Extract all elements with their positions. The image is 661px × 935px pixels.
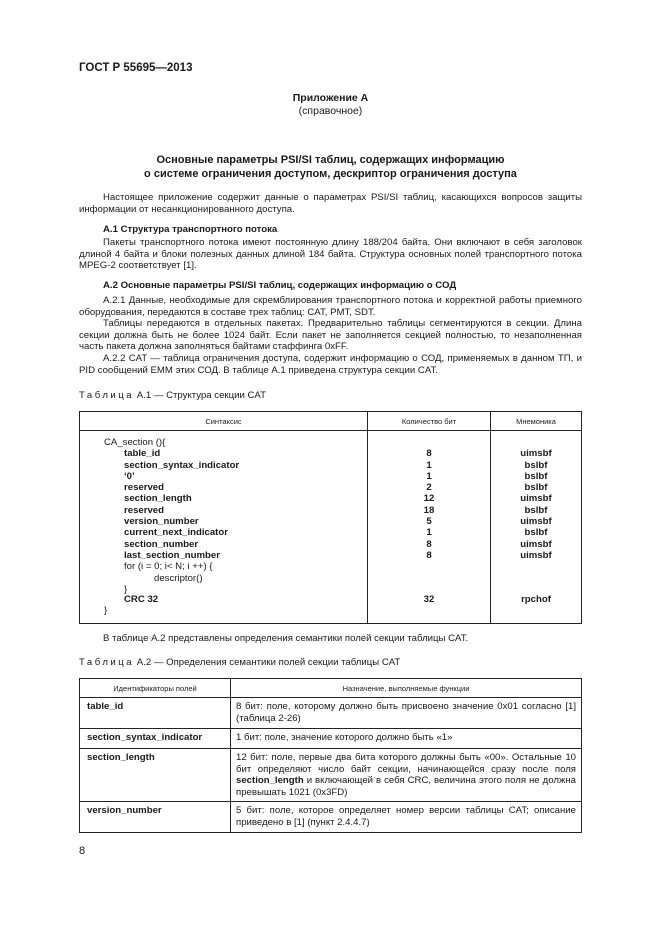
cat-structure-table [79, 411, 582, 624]
mnemonic-value: bslbf [524, 482, 548, 494]
bits-value: 12 [423, 493, 435, 505]
bits-value: 5 [426, 516, 432, 528]
field-id: table_id [80, 698, 231, 729]
mnemonic-value: bslbf [524, 504, 548, 516]
page-number: 8 [79, 845, 86, 857]
header-mnemonic: Мнемоника [491, 412, 582, 431]
section-1-heading: А.1 Структура транспортного потока [103, 224, 278, 235]
field-id: section_syntax_indicator [80, 729, 231, 749]
section-1-paragraph [79, 237, 582, 272]
mnemonic-value: bslbf [524, 527, 548, 539]
field-id: section_length [80, 749, 231, 802]
bits-value: 8 [426, 549, 432, 561]
syntax-open: CA_section (){ [104, 437, 166, 448]
appendix-heading [79, 92, 582, 118]
syntax-column [80, 431, 368, 624]
mnemonic-value: rpchof [521, 594, 551, 606]
syntax-field: table_id [124, 448, 161, 460]
section-2-paragraph-1: А.2.1 Данные, необходимые для скремблирования транспортного потока и корректной работы приемного оборудования, передаются в составе трех таблиц: CAT, PMT, SDT. [79, 295, 582, 318]
table-1-caption-prefix: Таблица [79, 390, 135, 401]
mnemonic-value: uimsbf [520, 448, 552, 460]
cat-semantics-table [79, 678, 582, 833]
description-part: и включающей в себя CRC, величина этого поля не должна превышать 1021 (0x3FD) [236, 775, 576, 798]
bits-value: 1 [426, 470, 432, 482]
syntax-field: reserved [124, 482, 165, 494]
syntax-close: } [104, 605, 108, 617]
appendix-note: (справочное) [298, 105, 363, 117]
bits-value: 32 [423, 594, 435, 606]
intro-paragraph [79, 192, 582, 215]
syntax-field: section_length [124, 493, 192, 505]
syntax-loop: for (i = 0; i< N; i ++) { [124, 561, 213, 573]
table-body-row [80, 431, 582, 624]
section-2-body [79, 295, 582, 376]
bits-value: 2 [426, 482, 432, 494]
section-2-heading: А.2 Основные параметры PSI/SI таблиц, содержащих информацию о СОД [103, 280, 457, 291]
table-2-caption-text: А.2 — Определения семантики полей секции таблицы CAT [134, 657, 401, 668]
mnemonic-value: uimsbf [520, 549, 552, 561]
mnemonic-value: uimsbf [520, 538, 552, 550]
table-row [80, 749, 582, 802]
table-row [80, 729, 582, 749]
header-field-ids: Идентификаторы полей [80, 679, 231, 698]
description-field-ref: section_length [236, 775, 304, 787]
syntax-field: last_section_number [124, 549, 220, 561]
syntax-field: reserved [124, 504, 165, 516]
syntax-field: ‘0’ [124, 470, 135, 482]
header-functions: Назначение, выполняемые функции [231, 679, 582, 698]
mnemonic-column [491, 431, 582, 624]
table-1-caption-text: А.1 — Структура секции CAT [134, 390, 266, 401]
mnemonic-value: uimsbf [520, 516, 552, 528]
table-header-row [80, 412, 582, 431]
syntax-field: version_number [124, 516, 199, 528]
syntax-crc: CRC 32 [124, 594, 159, 606]
appendix-title [79, 153, 582, 181]
field-description: 1 бит: поле, значение которого должно быть «1» [231, 729, 582, 749]
field-description: 5 бит: поле, которое определяет номер версии таблицы CAT; описание приведено в [1] (пункт 2.4.4.7) [231, 802, 582, 833]
table-header-row [80, 679, 582, 698]
header-syntax: Синтаксис [80, 412, 368, 431]
table-2-caption-prefix: Таблица [79, 657, 135, 668]
section-2-paragraph-2: Таблицы передаются в отдельных пакетах. Предварительно таблицы сегментируются в секции. Длина секции должна быть не более 1024 байт. Если пакет не заполняется секцией полностью, то незаполненная часть пакета должна заполняться байтами стаффинга 0xFF. [79, 318, 582, 353]
mnemonic-value: uimsbf [520, 493, 552, 505]
table-row [80, 698, 582, 729]
table-2-caption [79, 657, 400, 668]
syntax-field: section_number [124, 538, 199, 550]
header-bits: Количество бит [368, 412, 491, 431]
bits-column [368, 431, 491, 624]
syntax-field: current_next_indicator [124, 527, 228, 539]
section-2-paragraph-3: А.2.2 CAT — таблица ограничения доступа, содержит информацию о СОД, применяемых в данном ТП, и PID сообщений EMM этих СОД. В таблице А.1 приведена структура секции CAT. [79, 352, 582, 376]
appendix-label: Приложение А [292, 92, 369, 104]
syntax-field: section_syntax_indicator [124, 459, 240, 471]
title-line-1: Основные параметры PSI/SI таблиц, содержащих информацию [156, 154, 505, 166]
section-1-text: Пакеты транспортного потока имеют постоянную длину 188/204 байта. Они включают в себя заголовок длиной 4 байта и блоки полезных данных длиной 184 байта. Структура основных полей транспортного потока MPEG-2 соответствует [1]. [79, 237, 582, 272]
bits-value: 1 [426, 527, 432, 539]
mnemonic-value: bslbf [524, 459, 548, 471]
table-row [80, 802, 582, 833]
bits-value: 8 [426, 538, 432, 550]
bits-value: 1 [426, 459, 432, 471]
field-id: version_number [80, 802, 231, 833]
title-line-2: о системе ограничения доступом, дескриптор ограничения доступа [144, 168, 517, 180]
standard-number: ГОСТ Р 55695—2013 [79, 62, 193, 74]
mnemonic-value: bslbf [524, 470, 548, 482]
table-1-caption [79, 390, 266, 401]
field-description [231, 749, 582, 802]
between-text: В таблице А.2 представлены определения семантики полей секции таблицы CAT. [103, 633, 469, 644]
between-tables-paragraph [79, 633, 582, 645]
bits-value: 8 [426, 448, 432, 460]
syntax-close-inner: } [124, 583, 128, 595]
field-description: 8 бит: поле, которому должно быть присвоено значение 0x01 согласно [1] (таблица 2-26) [231, 698, 582, 729]
bits-value: 18 [423, 504, 435, 516]
description-part: 12 бит: поле, первые два бита которого должны быть «00». Остальные 10 бит определяют число байт секции, начинающейся сразу после поля [236, 752, 576, 775]
intro-text: Настоящее приложение содержит данные о параметрах PSI/SI таблиц, касающихся вопросов защиты информации от несанкционированного доступа. [79, 192, 582, 215]
syntax-descriptor: descriptor() [154, 572, 203, 584]
